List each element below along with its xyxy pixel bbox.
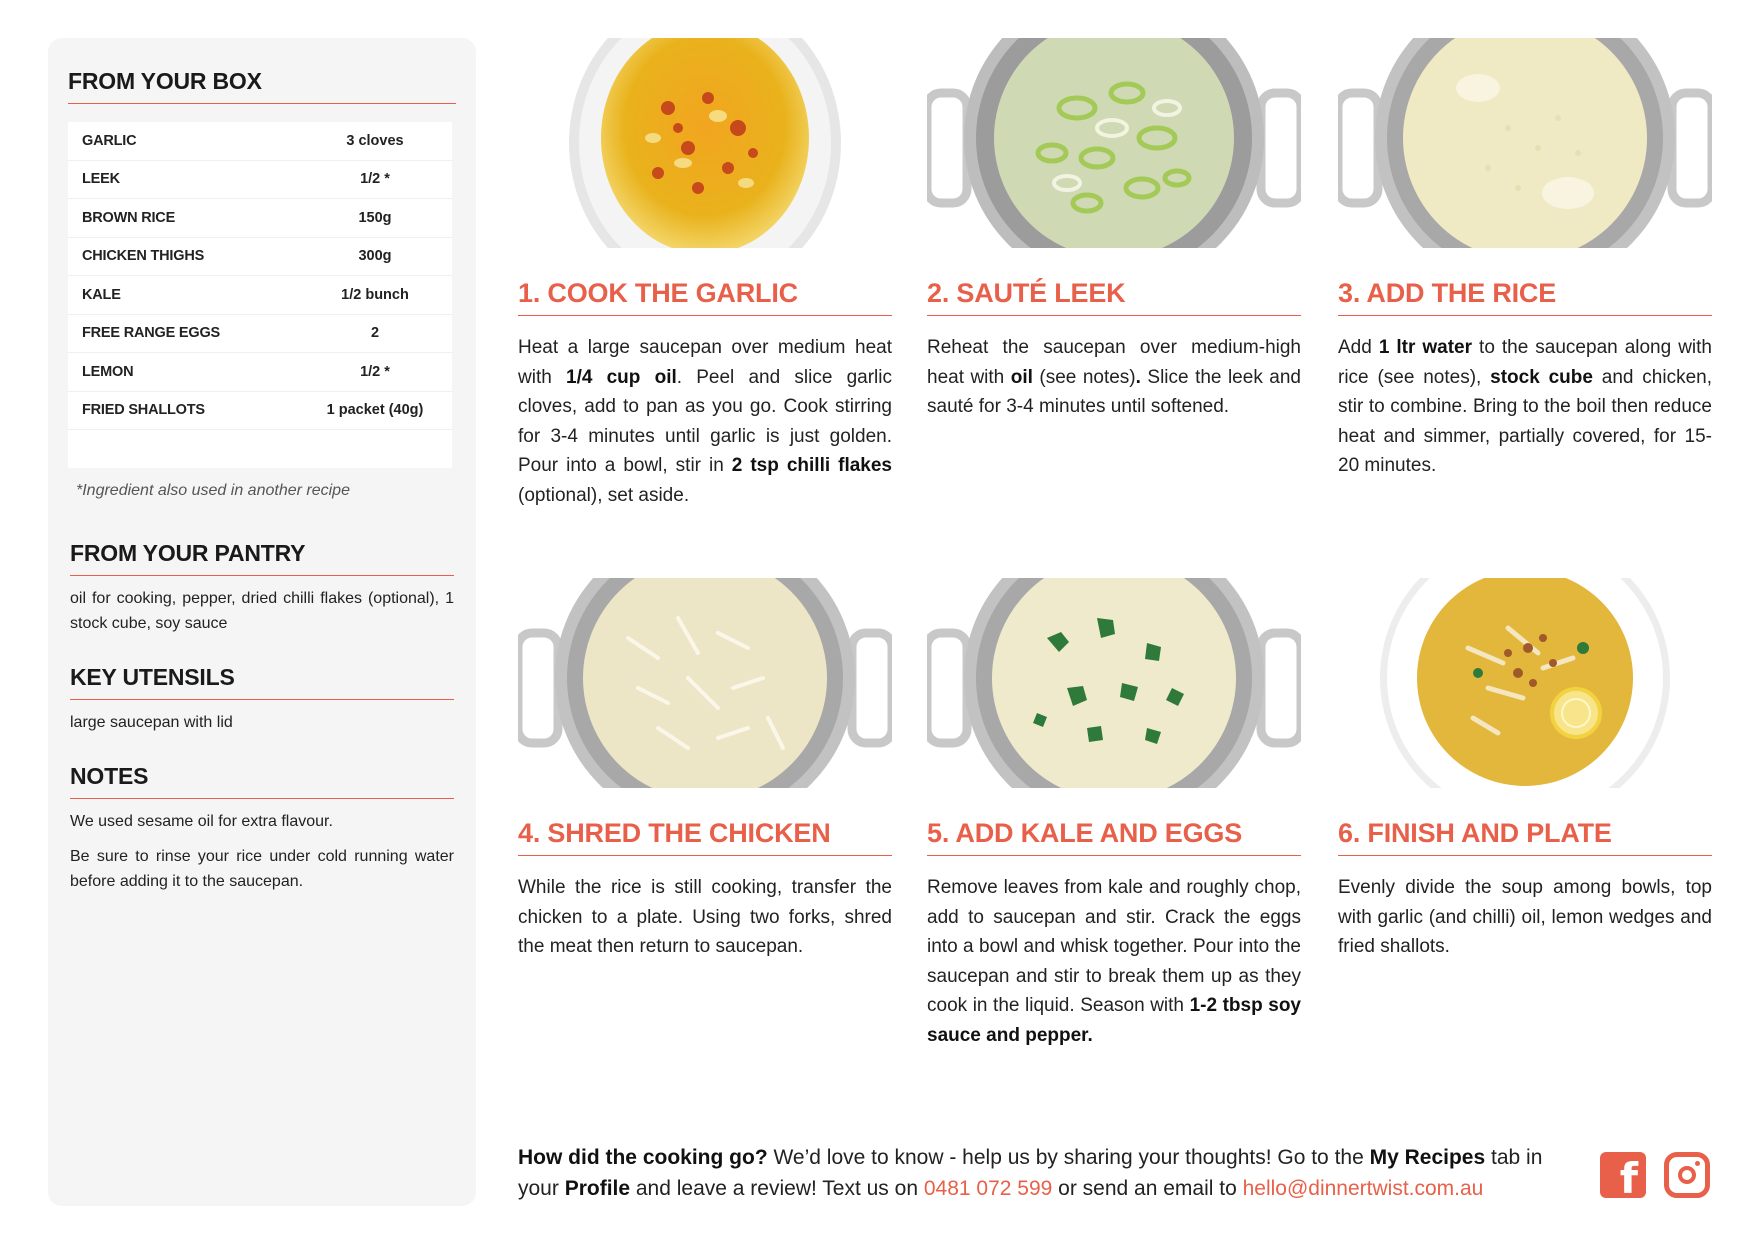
step-text-segment: Remove leaves from kale and roughly chop, add to saucepan and stir. Crack the eggs into a bowl and whisk together. Pour into the saucepan and stir to break them up as they cook in the liquid. Season with xyxy=(927,877,1301,1016)
step-text-segment: Heat a large saucepan over medium heat with xyxy=(518,337,892,388)
pantry-heading: FROM YOUR PANTRY xyxy=(70,540,454,576)
step-4 xyxy=(518,578,892,962)
ingredient-qty: 1 packet (40g) xyxy=(326,402,424,419)
ingredient-qty: 300g xyxy=(358,248,392,265)
step-6 xyxy=(1338,578,1712,962)
step-text-bold: 1 ltr water xyxy=(1378,337,1473,358)
leek-saucepan-image xyxy=(927,38,1301,248)
note-item: We used sesame oil for extra flavour. xyxy=(70,813,333,830)
ingredient-name: FRIED SHALLOTS xyxy=(82,402,205,419)
instagram-icon[interactable] xyxy=(1664,1152,1710,1198)
ingredients-table xyxy=(68,122,452,468)
kale-egg-saucepan-image xyxy=(927,578,1301,788)
footer-text: tab in your xyxy=(518,1146,1543,1200)
step-2-text xyxy=(927,333,1301,422)
ingredient-qty: 150g xyxy=(358,209,392,226)
ingredient-row xyxy=(68,276,452,315)
ingredient-row xyxy=(68,353,452,392)
step-text-bold: stock cube xyxy=(1490,366,1593,388)
phone-number-link[interactable]: 0481 072 599 xyxy=(923,1177,1053,1200)
ingredient-qty: 2 xyxy=(370,325,380,342)
shredded-chicken-saucepan-image xyxy=(518,578,892,788)
ingredient-qty: 1/2 bunch xyxy=(341,286,409,303)
ingredient-name: KALE xyxy=(82,286,121,303)
step-text-segment: . Peel and slice garlic cloves, add to pan as you go. Cook stirring for 3-4 minutes until garlic is just golden. Pour into a bowl, stir in xyxy=(518,366,892,476)
step-3-photo xyxy=(1338,38,1712,248)
note-item: Be sure to rinse your rice under cold running water before adding it to the saucepan. xyxy=(70,848,454,890)
ingredient-name: BROWN RICE xyxy=(82,209,176,226)
step-5-photo xyxy=(927,578,1301,788)
profile-ref: Profile xyxy=(564,1177,631,1200)
step-3 xyxy=(1338,38,1712,481)
step-1 xyxy=(518,38,892,510)
step-text-segment: Reheat the saucepan over medium-high heat with xyxy=(927,337,1301,388)
step-1-text xyxy=(518,333,892,510)
step-6-title: 6. FINISH AND PLATE xyxy=(1338,818,1712,856)
utensils-text: large saucepan with lid xyxy=(70,714,233,731)
feedback-footer xyxy=(518,1142,1578,1204)
step-1-title: 1. COOK THE GARLIC xyxy=(518,278,892,316)
step-5-text xyxy=(927,873,1301,1050)
step-text-segment: (optional), set aside. xyxy=(518,484,690,506)
ingredient-name: FREE RANGE EGGS xyxy=(82,325,220,342)
ingredient-row xyxy=(68,161,452,200)
footer-text: We’d love to know - help us by sharing your thoughts! Go to the xyxy=(767,1146,1370,1169)
ingredient-row xyxy=(68,315,452,354)
footer-question: How did the cooking go? xyxy=(518,1146,768,1169)
garlic-oil-bowl-image xyxy=(518,38,892,248)
notes-section xyxy=(68,763,456,894)
step-text-bold: 1-2 tbsp soy sauce and pepper. xyxy=(927,995,1301,1046)
ingredient-name: LEEK xyxy=(82,171,120,188)
step-text-segment: Slice the leek and sauté for 3-4 minutes until softened. xyxy=(927,366,1301,417)
my-recipes-tab-ref: My Recipes xyxy=(1369,1146,1486,1169)
step-2-photo xyxy=(927,38,1301,248)
instagram-dot xyxy=(1695,1161,1700,1166)
step-6-photo xyxy=(1338,578,1712,788)
facebook-f-glyph: f xyxy=(1619,1154,1638,1203)
step-text-bold: 2 tsp chilli flakes xyxy=(731,455,892,476)
step-text-bold: . xyxy=(1135,366,1141,388)
step-text-segment: (see notes) xyxy=(1032,366,1136,388)
step-4-text xyxy=(518,873,892,962)
plated-soup-bowl-image xyxy=(1338,578,1712,788)
ingredient-name: CHICKEN THIGHS xyxy=(82,248,205,265)
step-text-segment: to the saucepan along with rice (see notes), xyxy=(1338,337,1712,388)
ingredient-row xyxy=(68,199,452,238)
step-text-segment: Add xyxy=(1338,337,1379,358)
ingredient-qty: 3 cloves xyxy=(346,132,404,149)
ingredient-footnote: *Ingredient also used in another recipe xyxy=(76,482,350,499)
step-5 xyxy=(927,578,1301,1050)
step-3-text xyxy=(1338,333,1712,481)
step-5-title: 5. ADD KALE AND EGGS xyxy=(927,818,1301,856)
step-2-title: 2. SAUTÉ LEEK xyxy=(927,278,1301,316)
step-1-photo xyxy=(518,38,892,248)
ingredient-name: LEMON xyxy=(82,363,134,380)
step-text-bold: oil xyxy=(1010,366,1033,388)
step-text-segment: and chicken, stir to combine. Bring to the boil then reduce heat and simmer, partially covered, for 15-20 minutes. xyxy=(1338,366,1713,476)
table-padding xyxy=(68,430,452,468)
step-text-bold: 1/4 cup oil xyxy=(566,366,677,388)
step-3-title: 3. ADD THE RICE xyxy=(1338,278,1712,316)
step-2 xyxy=(927,38,1301,422)
pantry-section xyxy=(68,540,456,636)
step-text-segment: Evenly divide the soup among bowls, top with garlic (and chilli) oil, lemon wedges and fried shallots. xyxy=(1338,877,1712,957)
utensils-heading: KEY UTENSILS xyxy=(70,664,454,700)
ingredient-row xyxy=(68,392,452,431)
step-4-title: 4. SHRED THE CHICKEN xyxy=(518,818,892,856)
step-text-segment: While the rice is still cooking, transfer the chicken to a plate. Using two forks, shred the meat then return to saucepan. xyxy=(518,877,892,957)
rice-saucepan-image xyxy=(1338,38,1712,248)
ingredient-row xyxy=(68,238,452,277)
footer-text: and leave a review! Text us on xyxy=(630,1177,924,1200)
ingredient-row xyxy=(68,122,452,161)
email-link[interactable]: hello@dinnertwist.com.au xyxy=(1242,1177,1484,1200)
instagram-lens xyxy=(1678,1166,1696,1184)
step-4-photo xyxy=(518,578,892,788)
facebook-icon[interactable] xyxy=(1600,1152,1646,1203)
pantry-text: oil for cooking, pepper, dried chilli flakes (optional), 1 stock cube, soy sauce xyxy=(70,590,454,632)
step-6-text xyxy=(1338,873,1712,962)
sidebar xyxy=(48,38,476,1206)
footer-text: or send an email to xyxy=(1052,1177,1243,1200)
ingredient-name: GARLIC xyxy=(82,132,137,149)
notes-heading: NOTES xyxy=(70,763,454,799)
from-your-box-heading: FROM YOUR BOX xyxy=(68,68,456,104)
utensils-section xyxy=(68,664,456,735)
ingredient-qty: 1/2 * xyxy=(360,171,390,188)
ingredient-qty: 1/2 * xyxy=(360,363,390,380)
